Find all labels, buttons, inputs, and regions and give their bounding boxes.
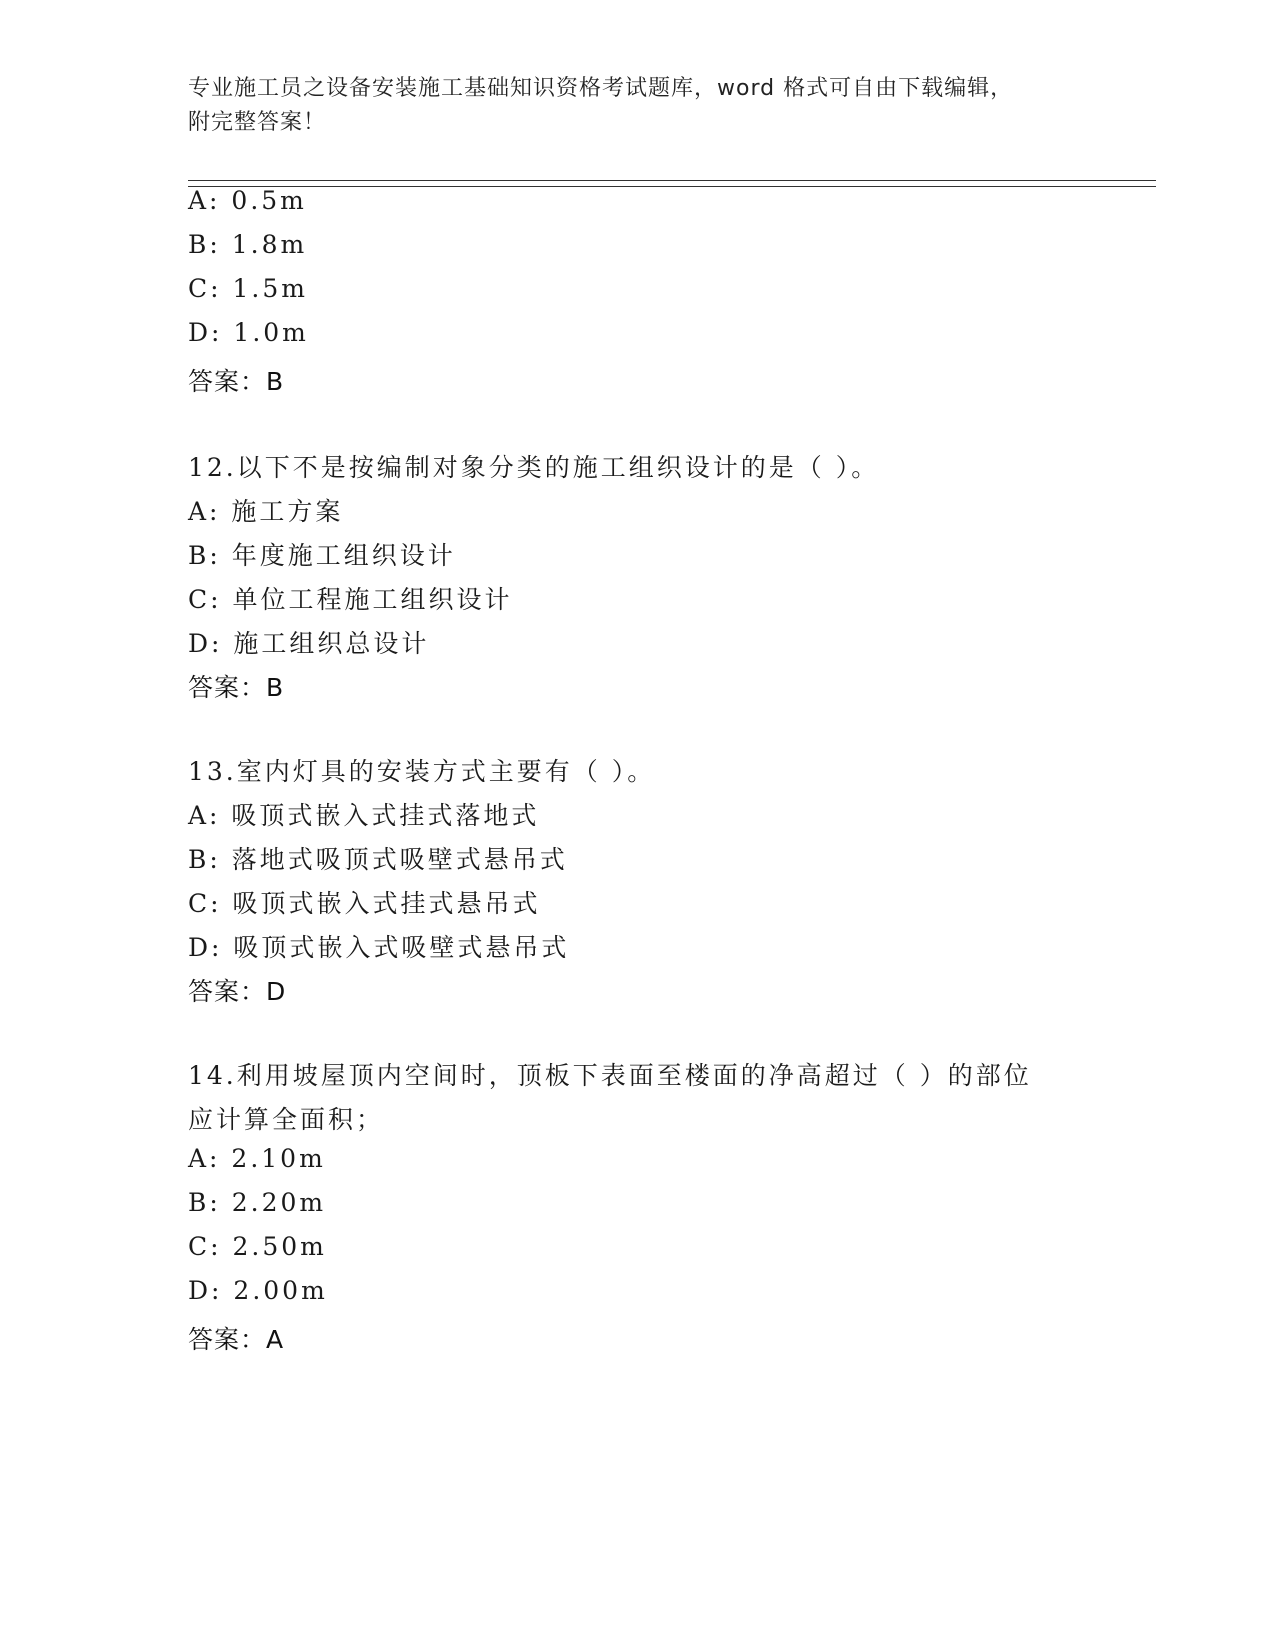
option-c: C: 2.50m [188, 1232, 327, 1261]
answer-label: 答案：B [188, 673, 285, 702]
option-c: C: 单位工程施工组织设计 [188, 585, 513, 614]
option-b: B: 2.20m [188, 1188, 327, 1217]
header-divider [188, 180, 1156, 187]
question-text-line-2: 应计算全面积； [188, 1105, 385, 1134]
answer-label: 答案：D [188, 977, 287, 1006]
option-a: A: 吸顶式嵌入式挂式落地式 [188, 801, 540, 830]
option-d: D: 2.00m [188, 1276, 328, 1305]
option-d: D: 施工组织总设计 [188, 629, 430, 658]
header-line-2: 附完整答案！ [188, 110, 327, 135]
option-b: B: 年度施工组织设计 [188, 541, 456, 570]
question-text: 13.室内灯具的安装方式主要有（ ）。 [188, 757, 656, 786]
option-a: A: 0.5m [188, 186, 307, 215]
option-c: C: 1.5m [188, 274, 308, 303]
option-c: C: 吸顶式嵌入式挂式悬吊式 [188, 889, 541, 918]
option-a: A: 2.10m [188, 1144, 326, 1173]
question-text: 12.以下不是按编制对象分类的施工组织设计的是（ ）。 [188, 453, 880, 482]
question-text-line-1: 14.利用坡屋顶内空间时，顶板下表面至楼面的净高超过（ ）的部位 [188, 1061, 1032, 1090]
option-b: B: 1.8m [188, 230, 308, 259]
answer-label: 答案：B [188, 367, 285, 396]
option-d: D: 吸顶式嵌入式吸壁式悬吊式 [188, 933, 570, 962]
header-line-1: 专业施工员之设备安装施工基础知识资格考试题库，word 格式可自由下载编辑， [188, 76, 1014, 101]
answer-label: 答案：A [188, 1325, 285, 1354]
document-header [188, 72, 1088, 140]
option-d: D: 1.0m [188, 318, 309, 347]
option-b: B: 落地式吸顶式吸壁式悬吊式 [188, 845, 568, 874]
option-a: A: 施工方案 [188, 497, 344, 526]
